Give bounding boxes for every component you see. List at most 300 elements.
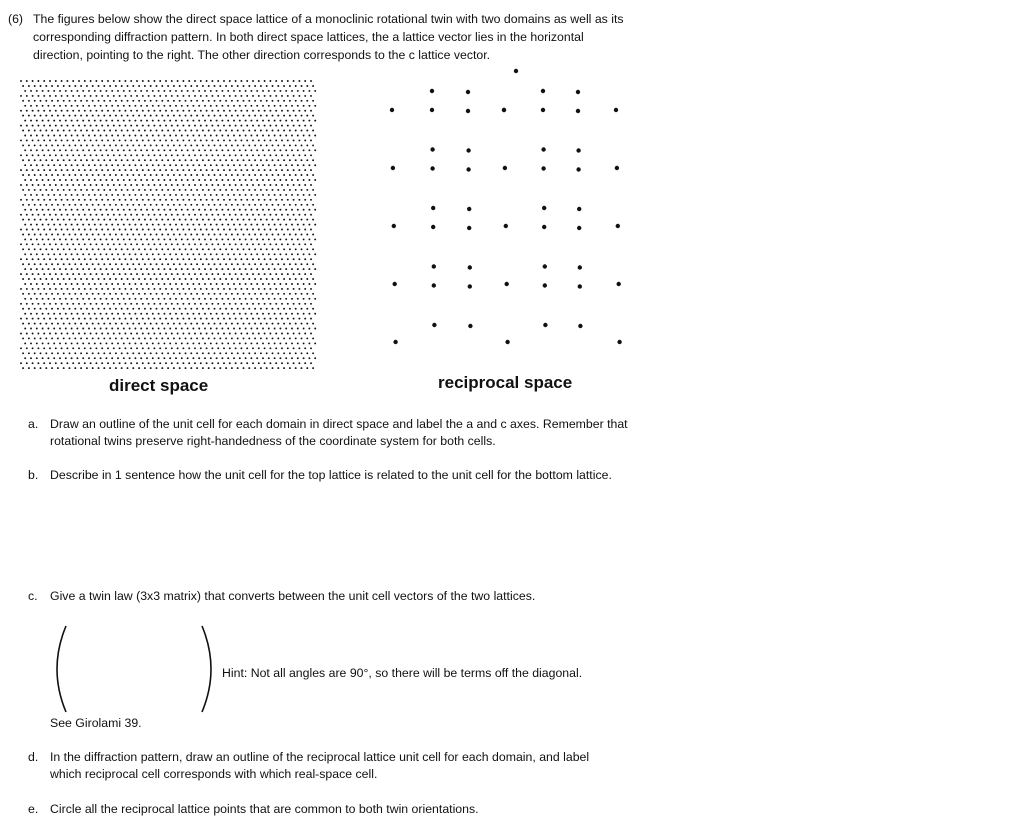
lattice-point <box>101 110 103 112</box>
lattice-point <box>240 95 242 97</box>
lattice-point <box>239 120 241 122</box>
lattice-point <box>204 253 206 255</box>
lattice-point <box>121 189 123 191</box>
lattice-point <box>146 328 148 330</box>
lattice-point <box>165 154 167 156</box>
lattice-point <box>206 95 208 97</box>
lattice-point <box>297 238 299 240</box>
lattice-point <box>123 105 125 107</box>
lattice-point <box>240 288 242 290</box>
lattice-point <box>159 229 161 231</box>
lattice-point <box>94 149 96 151</box>
lattice-point <box>153 154 155 156</box>
lattice-point <box>272 337 274 339</box>
lattice-point <box>190 130 192 132</box>
lattice-point <box>250 179 252 181</box>
lattice-point <box>208 293 210 295</box>
lattice-point <box>187 135 189 137</box>
lattice-point <box>198 224 200 226</box>
lattice-point <box>308 328 310 330</box>
lattice-point <box>208 85 210 87</box>
lattice-point <box>136 95 138 97</box>
lattice-point <box>28 323 30 325</box>
lattice-point <box>314 194 316 196</box>
lattice-point <box>55 362 57 364</box>
lattice-point <box>117 357 119 359</box>
lattice-point <box>134 120 136 122</box>
lattice-point <box>188 125 190 127</box>
lattice-point <box>225 367 227 369</box>
lattice-point <box>113 110 115 112</box>
lattice-point <box>304 80 306 82</box>
lattice-point <box>188 303 190 305</box>
lattice-point <box>272 234 274 236</box>
lattice-point <box>167 367 169 369</box>
lattice-point <box>43 95 45 97</box>
lattice-point <box>115 263 117 265</box>
lattice-point <box>37 184 39 186</box>
lattice-point <box>78 125 80 127</box>
lattice-point <box>312 352 314 354</box>
lattice-point <box>72 303 74 305</box>
lattice-point <box>47 238 49 240</box>
lattice-point <box>301 85 303 87</box>
lattice-point <box>301 115 303 117</box>
lattice-point <box>182 184 184 186</box>
lattice-point <box>287 184 289 186</box>
lattice-point <box>113 333 115 335</box>
lattice-point <box>138 263 140 265</box>
lattice-point <box>123 313 125 315</box>
lattice-point <box>211 110 213 112</box>
lattice-point <box>198 105 200 107</box>
lattice-point <box>101 333 103 335</box>
lattice-point <box>266 263 268 265</box>
lattice-point <box>59 357 61 359</box>
lattice-point <box>210 283 212 285</box>
lattice-point <box>36 268 38 270</box>
diffraction-spot <box>617 282 621 286</box>
lattice-point <box>217 229 219 231</box>
lattice-point <box>204 105 206 107</box>
lattice-point <box>26 80 28 82</box>
lattice-point <box>274 313 276 315</box>
lattice-point <box>233 149 235 151</box>
lattice-point <box>80 85 82 87</box>
lattice-point <box>127 308 129 310</box>
lattice-point <box>159 139 161 141</box>
lattice-point <box>192 224 194 226</box>
question-intro-line2: corresponding diffraction pattern. In both direct space lattices, the a lattice vector lies in the horizontal <box>33 30 584 44</box>
lattice-point <box>111 120 113 122</box>
lattice-point <box>262 342 264 344</box>
lattice-point <box>78 214 80 216</box>
lattice-point <box>80 159 82 161</box>
lattice-point <box>142 199 144 201</box>
lattice-point <box>187 194 189 196</box>
lattice-point <box>177 199 179 201</box>
lattice-point <box>55 258 57 260</box>
lattice-point <box>312 308 314 310</box>
lattice-point <box>156 367 158 369</box>
lattice-point <box>90 362 92 364</box>
lattice-point <box>223 288 225 290</box>
lattice-point <box>291 194 293 196</box>
lattice-point <box>152 209 154 211</box>
lattice-point <box>76 342 78 344</box>
lattice-point <box>243 248 245 250</box>
lattice-point <box>98 323 100 325</box>
lattice-point <box>40 352 42 354</box>
lattice-point <box>237 278 239 280</box>
lattice-point <box>156 219 158 221</box>
lattice-point <box>32 333 34 335</box>
lattice-point <box>298 229 300 231</box>
lattice-point <box>63 130 65 132</box>
lattice-point <box>245 268 247 270</box>
lattice-point <box>167 219 169 221</box>
lattice-point <box>95 333 97 335</box>
lattice-point <box>65 313 67 315</box>
part-e-line1: Circle all the reciprocal lattice points that are common to both twin orientations. <box>50 802 479 816</box>
lattice-point <box>63 337 65 339</box>
lattice-point <box>269 273 271 275</box>
lattice-point <box>248 159 250 161</box>
lattice-point <box>301 308 303 310</box>
lattice-point <box>281 214 283 216</box>
lattice-point <box>142 229 144 231</box>
lattice-point <box>30 238 32 240</box>
lattice-point <box>98 352 100 354</box>
lattice-point <box>192 105 194 107</box>
lattice-point <box>206 347 208 349</box>
lattice-point <box>42 328 44 330</box>
lattice-point <box>268 224 270 226</box>
lattice-point <box>159 154 161 156</box>
lattice-point <box>210 328 212 330</box>
lattice-point <box>49 258 51 260</box>
lattice-point <box>74 115 76 117</box>
lattice-point <box>283 144 285 146</box>
lattice-point <box>304 125 306 127</box>
lattice-point <box>275 288 277 290</box>
lattice-point <box>86 144 88 146</box>
lattice-point <box>92 189 94 191</box>
lattice-point <box>90 214 92 216</box>
lattice-point <box>173 367 175 369</box>
lattice-point <box>45 204 47 206</box>
lattice-point <box>177 288 179 290</box>
lattice-point <box>219 115 221 117</box>
lattice-point <box>49 347 51 349</box>
lattice-point <box>95 288 97 290</box>
lattice-point <box>153 184 155 186</box>
lattice-point <box>208 337 210 339</box>
lattice-point <box>28 278 30 280</box>
lattice-point <box>287 95 289 97</box>
lattice-point <box>119 258 121 260</box>
lattice-point <box>165 229 167 231</box>
lattice-point <box>156 204 158 206</box>
lattice-point <box>208 204 210 206</box>
lattice-point <box>134 194 136 196</box>
lattice-point <box>69 367 71 369</box>
lattice-point <box>51 293 53 295</box>
lattice-point <box>92 204 94 206</box>
lattice-point <box>165 288 167 290</box>
lattice-point <box>101 95 103 97</box>
lattice-point <box>88 342 90 344</box>
lattice-point <box>105 164 107 166</box>
lattice-point <box>217 125 219 127</box>
lattice-point <box>243 219 245 221</box>
lattice-point <box>152 313 154 315</box>
lattice-point <box>295 352 297 354</box>
lattice-point <box>285 194 287 196</box>
lattice-point <box>90 110 92 112</box>
lattice-point <box>69 337 71 339</box>
lattice-point <box>167 337 169 339</box>
lattice-point <box>20 184 22 186</box>
lattice-point <box>55 273 57 275</box>
lattice-point <box>269 125 271 127</box>
lattice-point <box>107 243 109 245</box>
part-b-line1: Describe in 1 sentence how the unit cell for the top lattice is related to the unit cell for the bottom lattice. <box>50 468 612 482</box>
lattice-point <box>61 125 63 127</box>
lattice-point <box>185 85 187 87</box>
lattice-point <box>188 139 190 141</box>
lattice-point <box>28 189 30 191</box>
lattice-point <box>308 313 310 315</box>
lattice-point <box>239 268 241 270</box>
lattice-point <box>260 100 262 102</box>
lattice-point <box>289 144 291 146</box>
lattice-point <box>144 323 146 325</box>
lattice-point <box>200 288 202 290</box>
lattice-point <box>291 179 293 181</box>
lattice-point <box>279 283 281 285</box>
lattice-point <box>158 135 160 137</box>
lattice-point <box>285 90 287 92</box>
lattice-point <box>105 298 107 300</box>
lattice-point <box>181 328 183 330</box>
lattice-point <box>171 333 173 335</box>
lattice-point <box>268 90 270 92</box>
lattice-point <box>49 110 51 112</box>
lattice-point <box>98 115 100 117</box>
lattice-point <box>235 184 237 186</box>
lattice-point <box>148 303 150 305</box>
lattice-point <box>146 105 148 107</box>
lattice-point <box>65 194 67 196</box>
lattice-point <box>150 234 152 236</box>
lattice-point <box>105 283 107 285</box>
lattice-point <box>132 159 134 161</box>
lattice-point <box>182 362 184 364</box>
lattice-point <box>37 288 39 290</box>
lattice-point <box>28 115 30 117</box>
lattice-point <box>20 229 22 231</box>
lattice-point <box>124 303 126 305</box>
lattice-point <box>156 100 158 102</box>
lattice-point <box>297 298 299 300</box>
lattice-point <box>76 298 78 300</box>
lattice-point <box>65 298 67 300</box>
lattice-point <box>150 278 152 280</box>
lattice-point <box>187 105 189 107</box>
lattice-point <box>138 367 140 369</box>
diffraction-spot <box>505 340 509 344</box>
lattice-point <box>159 125 161 127</box>
lattice-point <box>269 362 271 364</box>
lattice-point <box>206 362 208 364</box>
lattice-point <box>204 342 206 344</box>
lattice-point <box>86 115 88 117</box>
lattice-point <box>124 243 126 245</box>
lattice-point <box>37 333 39 335</box>
lattice-point <box>109 174 111 176</box>
lattice-point <box>98 159 100 161</box>
lattice-point <box>303 328 305 330</box>
lattice-point <box>129 149 131 151</box>
lattice-point <box>194 273 196 275</box>
lattice-point <box>140 268 142 270</box>
lattice-point <box>61 243 63 245</box>
lattice-point <box>254 115 256 117</box>
lattice-point <box>179 337 181 339</box>
lattice-point <box>240 154 242 156</box>
lattice-point <box>28 248 30 250</box>
lattice-point <box>95 184 97 186</box>
lattice-point <box>221 209 223 211</box>
lattice-point <box>240 347 242 349</box>
lattice-point <box>140 298 142 300</box>
lattice-point <box>269 288 271 290</box>
lattice-point <box>121 234 123 236</box>
lattice-point <box>98 130 100 132</box>
lattice-point <box>34 144 36 146</box>
lattice-point <box>298 347 300 349</box>
lattice-point <box>223 110 225 112</box>
lattice-point <box>66 273 68 275</box>
lattice-point <box>146 283 148 285</box>
lattice-point <box>42 90 44 92</box>
lattice-point <box>65 90 67 92</box>
lattice-point <box>117 120 119 122</box>
lattice-point <box>158 105 160 107</box>
lattice-point <box>182 95 184 97</box>
lattice-point <box>142 303 144 305</box>
lattice-point <box>152 224 154 226</box>
lattice-point <box>142 139 144 141</box>
lattice-point <box>163 253 165 255</box>
lattice-point <box>171 214 173 216</box>
lattice-point <box>200 273 202 275</box>
lattice-point <box>161 115 163 117</box>
lattice-point <box>206 199 208 201</box>
lattice-point <box>109 293 111 295</box>
lattice-point <box>124 229 126 231</box>
lattice-point <box>287 125 289 127</box>
lattice-point <box>45 144 47 146</box>
lattice-point <box>283 189 285 191</box>
lattice-point <box>156 308 158 310</box>
lattice-point <box>214 130 216 132</box>
lattice-point <box>76 105 78 107</box>
lattice-point <box>240 110 242 112</box>
lattice-point <box>134 90 136 92</box>
lattice-point <box>272 130 274 132</box>
lattice-point <box>36 328 38 330</box>
lattice-point <box>303 135 305 137</box>
lattice-point <box>30 135 32 137</box>
lattice-point <box>129 253 131 255</box>
lattice-point <box>182 139 184 141</box>
lattice-point <box>57 308 59 310</box>
lattice-point <box>121 174 123 176</box>
lattice-point <box>179 278 181 280</box>
lattice-point <box>229 125 231 127</box>
lattice-point <box>163 120 165 122</box>
lattice-point <box>42 357 44 359</box>
lattice-point <box>308 120 310 122</box>
lattice-point <box>32 362 34 364</box>
lattice-point <box>117 268 119 270</box>
lattice-point <box>88 298 90 300</box>
lattice-point <box>136 258 138 260</box>
lattice-point <box>237 115 239 117</box>
lattice-point <box>92 352 94 354</box>
lattice-point <box>289 159 291 161</box>
lattice-point <box>175 194 177 196</box>
lattice-point <box>182 229 184 231</box>
lattice-point <box>78 347 80 349</box>
lattice-point <box>175 313 177 315</box>
lattice-point <box>53 164 55 166</box>
lattice-point <box>98 100 100 102</box>
lattice-point <box>248 85 250 87</box>
lattice-point <box>187 253 189 255</box>
lattice-point <box>167 204 169 206</box>
lattice-point <box>285 342 287 344</box>
lattice-point <box>210 135 212 137</box>
lattice-point <box>95 273 97 275</box>
lattice-point <box>233 357 235 359</box>
lattice-point <box>293 362 295 364</box>
lattice-point <box>119 169 121 171</box>
lattice-point <box>129 164 131 166</box>
lattice-point <box>169 238 171 240</box>
lattice-point <box>95 214 97 216</box>
lattice-point <box>252 184 254 186</box>
lattice-point <box>30 298 32 300</box>
lattice-point <box>295 174 297 176</box>
lattice-point <box>298 80 300 82</box>
lattice-point <box>227 164 229 166</box>
lattice-point <box>204 224 206 226</box>
lattice-point <box>101 229 103 231</box>
lattice-point <box>239 342 241 344</box>
lattice-point <box>30 105 32 107</box>
lattice-point <box>227 313 229 315</box>
lattice-point <box>144 219 146 221</box>
lattice-point <box>231 352 233 354</box>
lattice-point <box>279 194 281 196</box>
lattice-point <box>100 120 102 122</box>
lattice-point <box>82 283 84 285</box>
lattice-point <box>235 199 237 201</box>
lattice-point <box>144 174 146 176</box>
